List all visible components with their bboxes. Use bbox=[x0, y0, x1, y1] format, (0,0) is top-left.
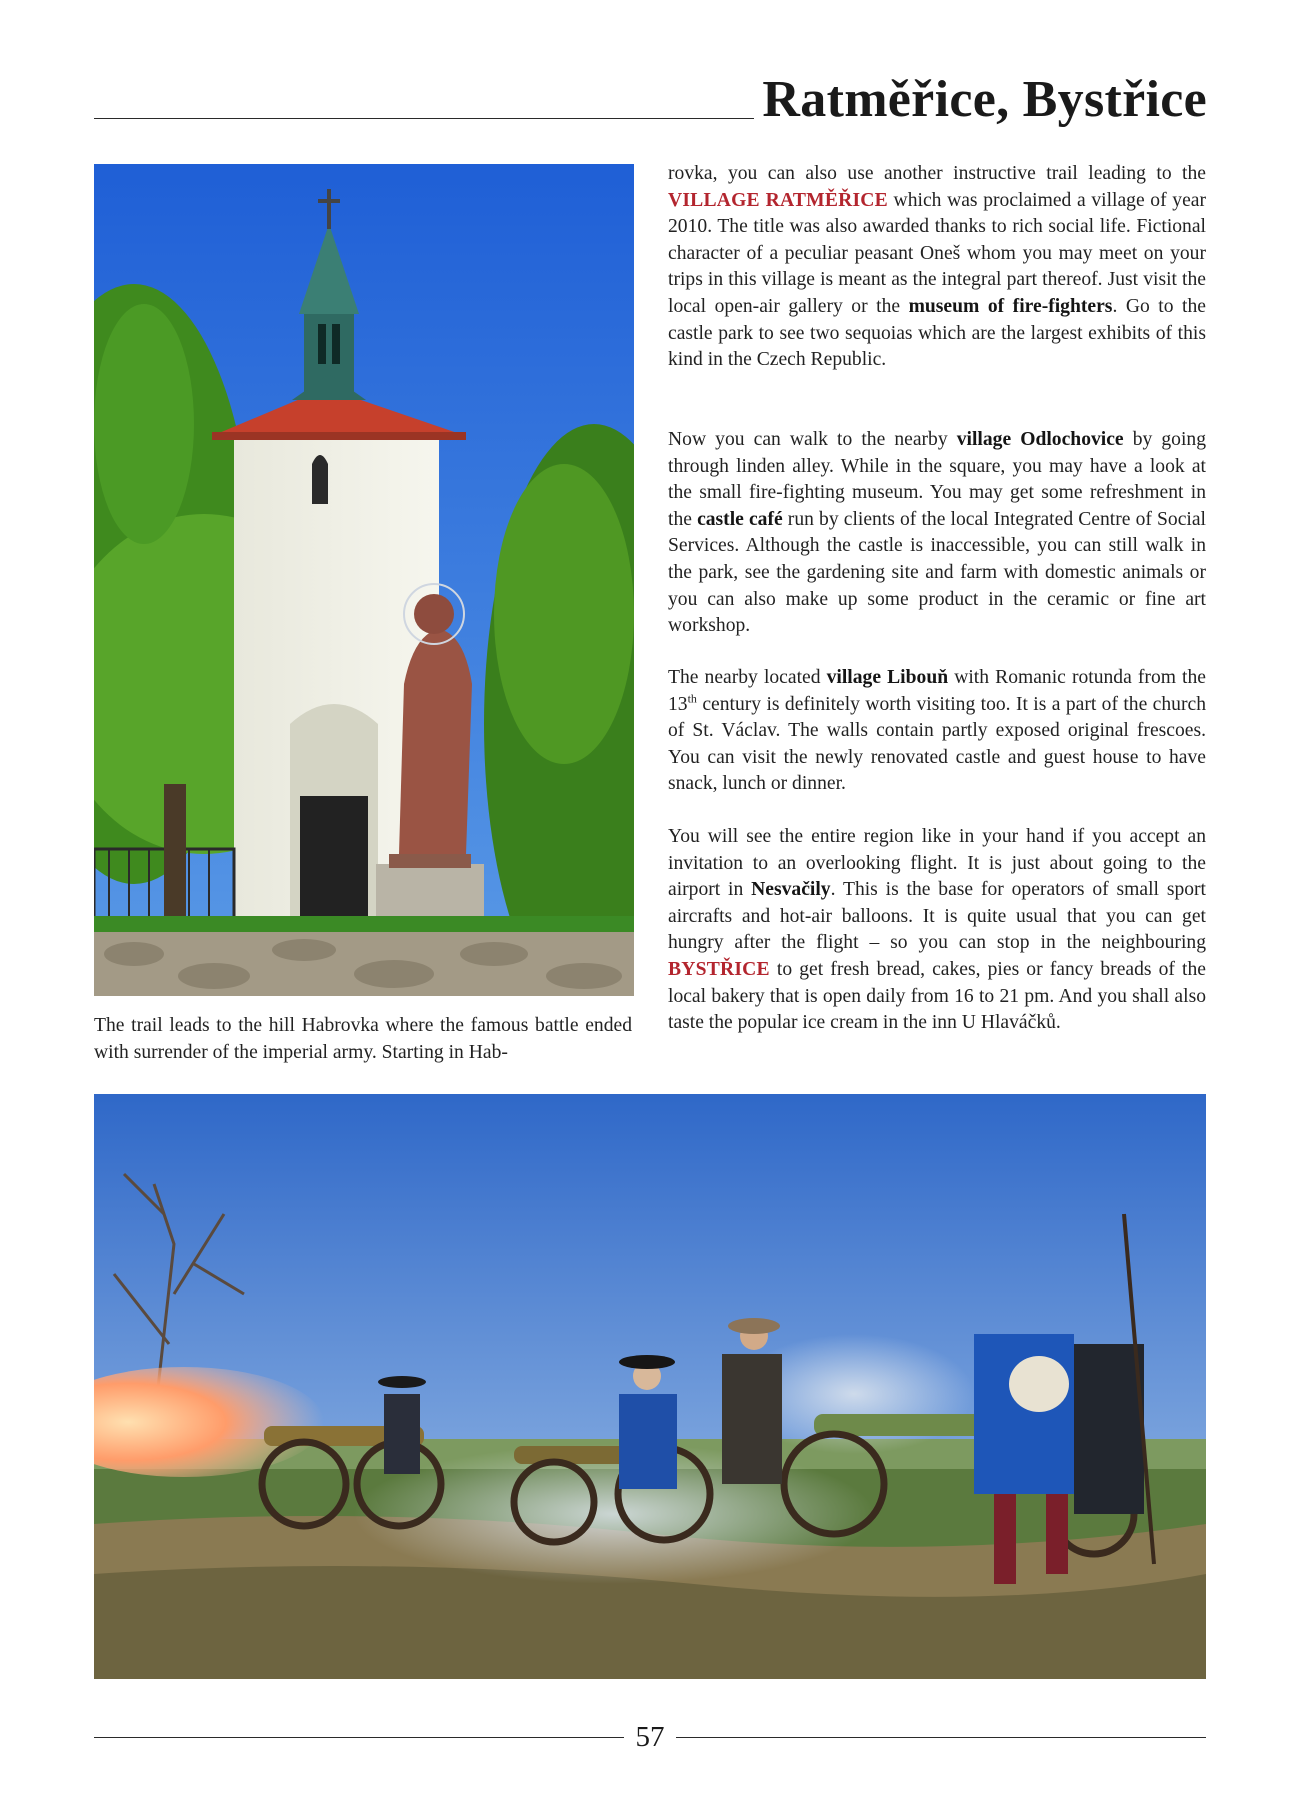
header-rule bbox=[94, 118, 754, 119]
page-title: Ratměřice, Bystřice bbox=[762, 71, 1207, 128]
bold-nesvacily: Nesvačily bbox=[751, 879, 831, 901]
text-run: run by clients of the local Integrated Centre of Social Services. Although the castle is inaccessible, you can still walk in the park, see the gardening site and farm with domestic animals or you can also make up some product in the ceramic or fine art workshop. bbox=[668, 508, 1206, 637]
text-run: with Romanic rotunda from the 13 bbox=[668, 667, 1206, 715]
text-run: Now you can walk to the nearby bbox=[668, 429, 957, 450]
text-run: The nearby located bbox=[668, 667, 827, 688]
text-run: . This is the base for operators of small sport aircrafts and hot-air balloons. It is quite usual that you can get hungry after the flight – so you can stop in the neighbouring bbox=[668, 879, 1207, 954]
bold-museum: museum of fire-fighters bbox=[908, 295, 1113, 317]
text-run: to get fresh bread, cakes, pies or fancy breads of the local bakery that is open daily from 16 to 21 pm. And you shall also taste the popular ice cream in the inn U Hlaváčků. bbox=[668, 958, 1206, 1034]
highlight-bystrice: BYSTŘICE bbox=[668, 958, 770, 980]
text-run: rovka, you can also use another instructive trail leading to the bbox=[668, 163, 1206, 184]
highlight-ratmerice: VILLAGE RATMĚŘICE bbox=[668, 189, 888, 211]
footer-rule-left bbox=[94, 1737, 624, 1738]
text-run: You will see the entire region like in your hand if you accept an invitation to an overlooking flight. It is just about going to the airport in bbox=[668, 826, 1206, 901]
paragraph-odlochovice bbox=[668, 427, 1206, 640]
cannon-reenactment-photo bbox=[94, 1094, 1206, 1679]
text-run: . Go to the castle park to see two sequoias which are the largest exhibits of this kind in the Czech Republic. bbox=[668, 295, 1206, 371]
superscript-th: th bbox=[687, 691, 697, 706]
bold-castle-cafe: castle café bbox=[697, 508, 783, 530]
text-run: which was proclaimed a village of year 2010. The title was also awarded thanks to rich social life. Fictional character of a peculiar peasant Oneš whom you may meet on your trips in this village is meant as the integral part thereof. Just visit the local open-air gallery or the bbox=[668, 189, 1206, 317]
paragraph-libouň bbox=[668, 665, 1206, 798]
bold-libouň: village Libouň bbox=[826, 667, 949, 688]
bold-odlochovice: village Odlochovice bbox=[956, 429, 1124, 450]
text-run: by going through linden alley. While in the square, you may have a look at the small fire-fighting museum. You may get some refreshment in the bbox=[668, 429, 1206, 530]
paragraph-ratmerice bbox=[668, 161, 1206, 374]
page-number: 57 bbox=[635, 1721, 665, 1753]
paragraph-nesvacily bbox=[668, 824, 1206, 1037]
church-photo-caption: The trail leads to the hill Habrovka where the famous battle ended with surrender of the imperial army. Starting in Hab- bbox=[94, 1015, 632, 1063]
footer-rule-right bbox=[676, 1737, 1206, 1738]
text-run: century is definitely worth visiting too. It is a part of the church of St. Václav. The walls contain partly exposed original frescoes. You can visit the newly renovated castle and guest house to have snack, lunch or dinner. bbox=[668, 693, 1206, 795]
church-photo bbox=[94, 164, 634, 996]
